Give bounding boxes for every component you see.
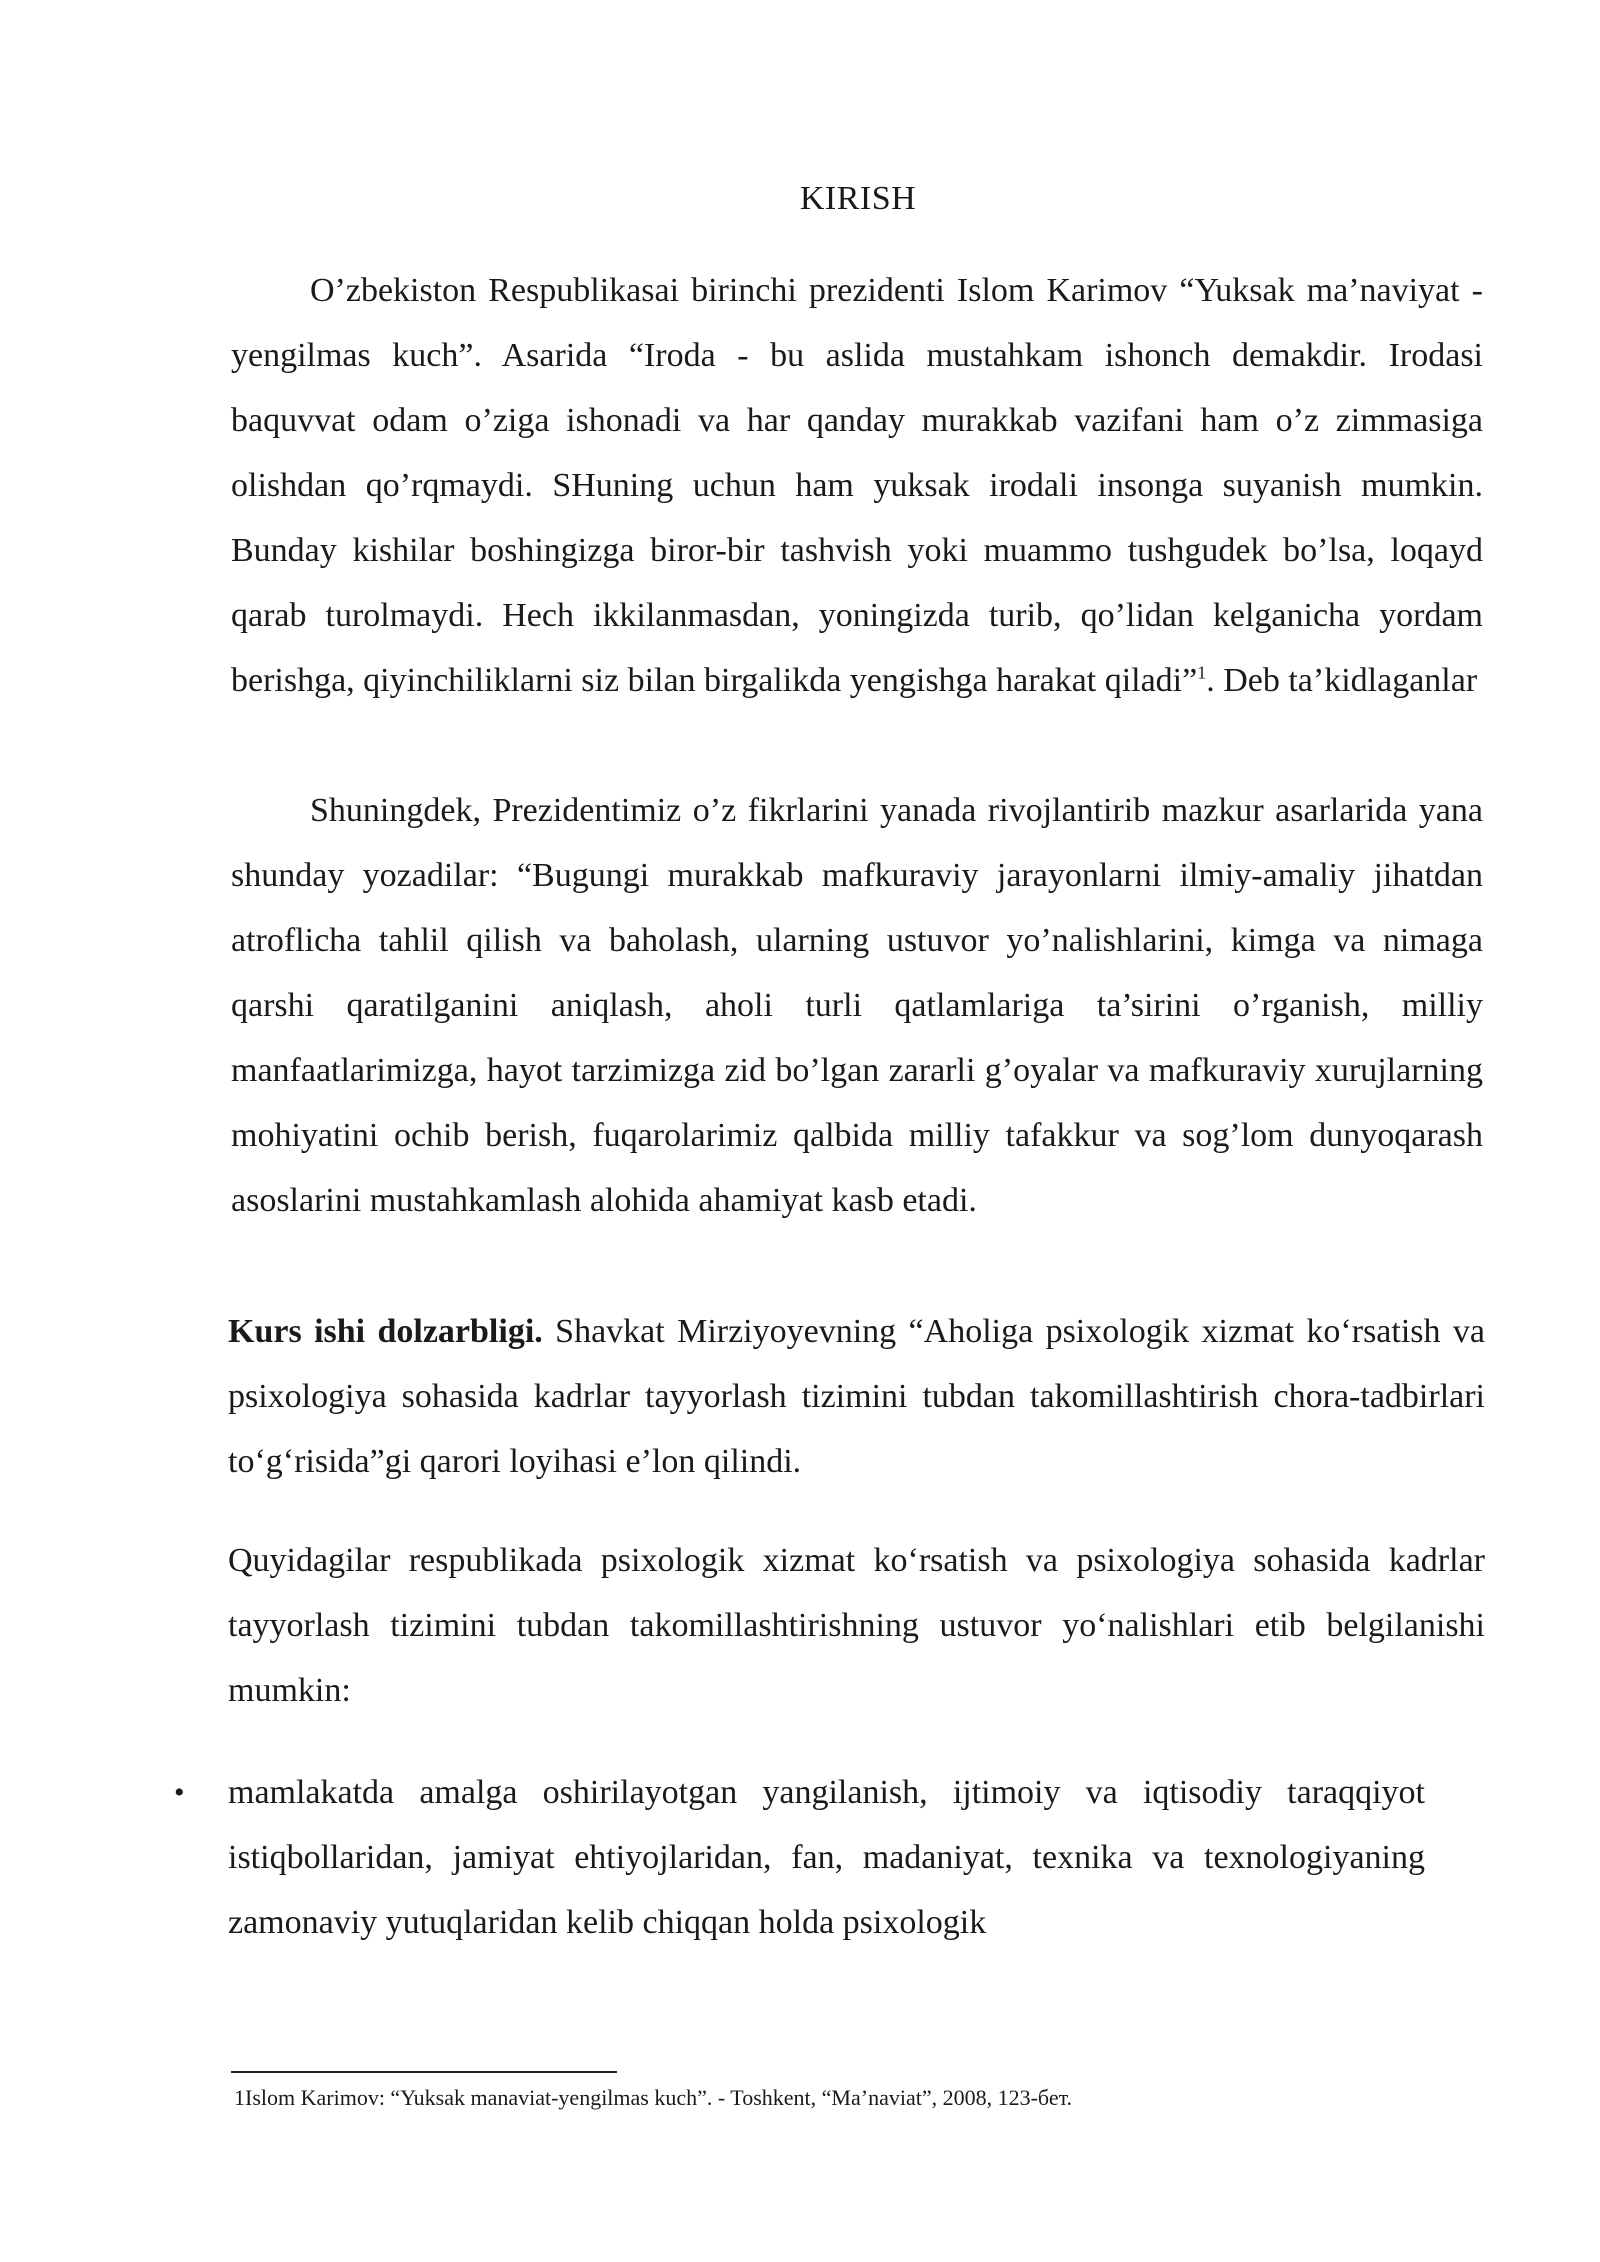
page-title: KIRISH: [799, 180, 917, 217]
paragraph-intro-tail: . Deb ta’kidlaganlar: [1206, 662, 1478, 699]
bullet-icon: •: [174, 1776, 185, 1809]
relevance-heading: Kurs ishi dolzarbligi.: [228, 1313, 543, 1350]
paragraph-relevance: [228, 1299, 1485, 1494]
paragraph-priorities: Quyidagilar respublikada psixologik xizmat ko‘rsatish va psixologiya sohasida kadrlar tayyorlash tizimini tubdan takomillashtirishning ustuvor yo‘nalishlari etib belgilanishi mumkin:: [228, 1542, 1485, 1709]
footnote-separator: [231, 2071, 617, 2073]
paragraph-intro-text: O’zbekiston Respublikasai birinchi prezidenti Islom Karimov “Yuksak ma’naviyat - yengilmas kuch”. Asarida “Iroda - bu aslida mustahkam ishonch demakdir. Irodasi baquvvat odam o’ziga ishonadi va har qanday murakkab vazifani ham o’z zimmasiga olishdan qo’rqmaydi. SHuning uchun ham yuksak irodali insonga suyanish mumkin. Bunday kishilar boshingizga biror-bir tashvish yoki muammo tushgudek bo’lsa, loqayd qarab turolmaydi. Hech ikkilanmasdan, yoningizda turib, qo’lidan kelganicha yordam berishga, qiyinchiliklarni siz bilan birgalikda yengishga harakat qiladi”: [231, 272, 1483, 699]
paragraph-intro: [231, 258, 1483, 713]
paragraph-quote: Shuningdek, Prezidentimiz o’z fikrlarini yanada rivojlantirib mazkur asarlarida yana shunday yozadilar: “Bugungi murakkab mafkuraviy jarayonlarni ilmiy-amaliy jihatdan atroflicha tahlil qilish va baholash, ularning ustuvor yo’nalishlarini, kimga va nimaga qarshi qaratilganini aniqlash, aholi turli qatlamlariga ta’sirini o’rganish, milliy manfaatlarimizga, hayot tarzimizga zid bo’lgan zararli g’oyalar va mafkuraviy xurujlarning mohiyatini ochib berish, fuqarolarimiz qalbida milliy tafakkur va sog’lom dunyoqarash asoslarini mustahkamlash alohida ahamiyat kasb etadi.: [231, 792, 1483, 1219]
footnote-reference[interactable]: 1: [1197, 662, 1207, 683]
list-item-text: mamlakatda amalga oshirilayotgan yangilanish, ijtimoiy va iqtisodiy taraqqiyot istiqbollaridan, jamiyat ehtiyojlaridan, fan, madaniyat, texnika va texnologiyaning zamonaviy yutuqlaridan kelib chiqqan holda psixologik: [228, 1774, 1425, 1941]
relevance-text: Shavkat Mirziyoyevning “Aholiga psixologik xizmat ko‘rsatish va psixologiya sohasida kadrlar tayyorlash tizimini tubdan takomillashtirish chora-tadbirlari to‘g‘risida”gi qarori loyihasi e’lon qilindi.: [228, 1313, 1486, 1480]
footnote: 1Islom Karimov: “Yuksak manaviat-yengilmas kuch”. - Toshkent, “Ma’naviat”, 2008, 123-бет.: [234, 2085, 1073, 2110]
